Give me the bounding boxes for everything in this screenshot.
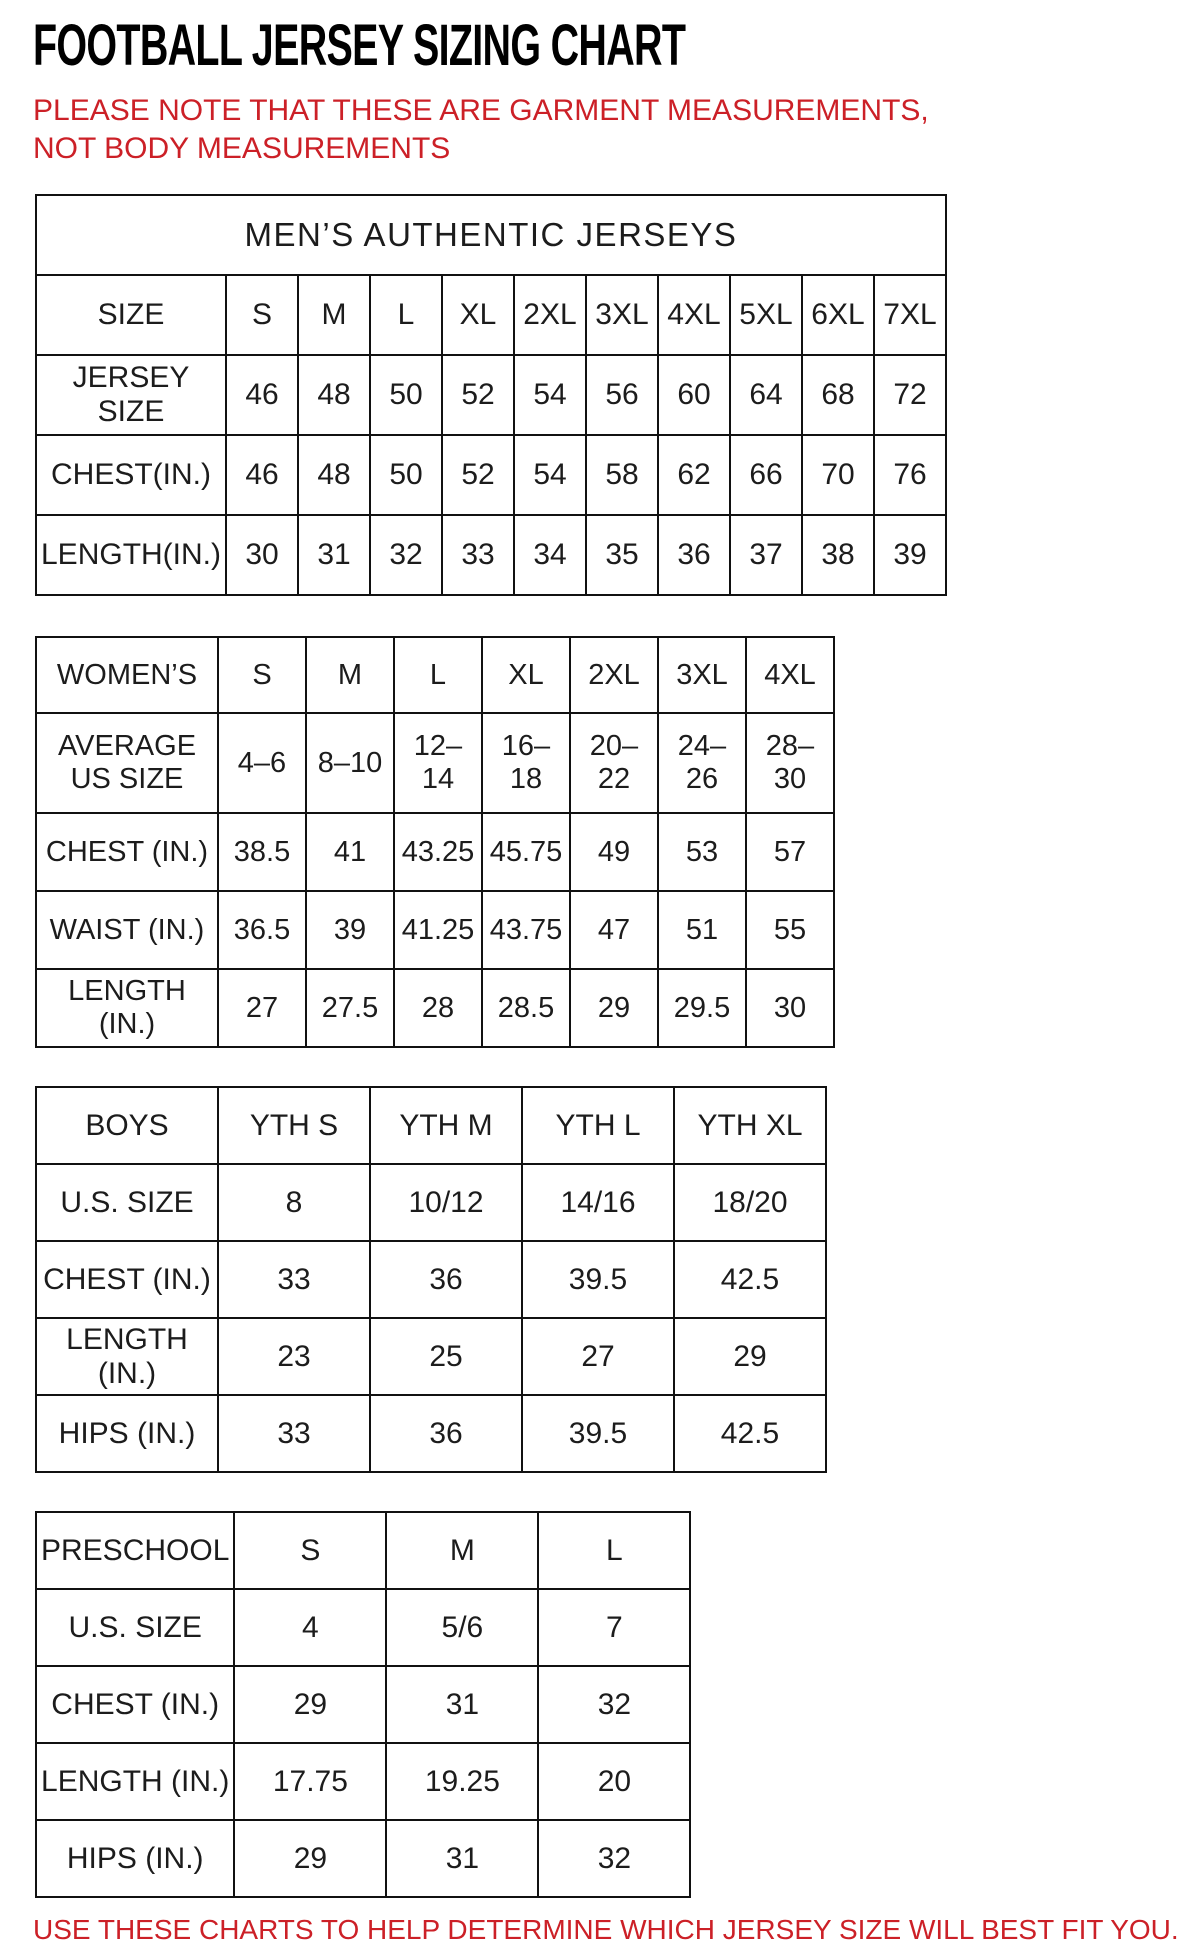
value-cell: 43.25 xyxy=(394,813,482,891)
row-label: LENGTH(IN.) xyxy=(36,515,226,595)
value-cell: 23 xyxy=(218,1318,370,1395)
value-cell: 50 xyxy=(370,435,442,515)
table-row xyxy=(36,713,834,813)
column-header-cell: S xyxy=(218,637,306,713)
column-header-cell: XL xyxy=(482,637,570,713)
value-cell: 32 xyxy=(538,1666,690,1743)
row-label: CHEST (IN.) xyxy=(36,1666,234,1743)
value-cell: 48 xyxy=(298,355,370,435)
value-cell: 12–14 xyxy=(394,713,482,813)
value-cell: 36.5 xyxy=(218,891,306,969)
size-cell: XL xyxy=(442,275,514,355)
row-label: WAIST (IN.) xyxy=(36,891,218,969)
womens-sizing-table xyxy=(35,636,835,1048)
preschool-sizing-table xyxy=(35,1511,691,1898)
value-cell: 18/20 xyxy=(674,1164,826,1241)
value-cell: 32 xyxy=(538,1820,690,1897)
value-cell: 48 xyxy=(298,435,370,515)
value-cell: 19.25 xyxy=(386,1743,538,1820)
table-row xyxy=(36,1164,826,1241)
value-cell: 20 xyxy=(538,1743,690,1820)
value-cell: 16–18 xyxy=(482,713,570,813)
table-row xyxy=(36,969,834,1047)
column-header-cell: YTH M xyxy=(370,1087,522,1164)
table-row xyxy=(36,813,834,891)
value-cell: 41.25 xyxy=(394,891,482,969)
value-cell: 33 xyxy=(218,1241,370,1318)
table-header-row xyxy=(36,1087,826,1164)
value-cell: 33 xyxy=(442,515,514,595)
value-cell: 43.75 xyxy=(482,891,570,969)
value-cell: 32 xyxy=(370,515,442,595)
value-cell: 30 xyxy=(746,969,834,1047)
row-label: U.S. SIZE xyxy=(36,1589,234,1666)
value-cell: 31 xyxy=(386,1666,538,1743)
value-cell: 36 xyxy=(370,1241,522,1318)
value-cell: 29 xyxy=(234,1666,386,1743)
value-cell: 33 xyxy=(218,1395,370,1472)
size-cell: M xyxy=(298,275,370,355)
value-cell: 66 xyxy=(730,435,802,515)
value-cell: 47 xyxy=(570,891,658,969)
value-cell: 42.5 xyxy=(674,1241,826,1318)
value-cell: 68 xyxy=(802,355,874,435)
value-cell: 29 xyxy=(674,1318,826,1395)
size-cell: S xyxy=(226,275,298,355)
column-header-cell: L xyxy=(538,1512,690,1589)
column-header-cell: M xyxy=(306,637,394,713)
column-header-cell: M xyxy=(386,1512,538,1589)
table-row xyxy=(36,435,946,515)
garment-measurement-note: PLEASE NOTE THAT THESE ARE GARMENT MEASUREMENTS, NOT BODY MEASUREMENTS xyxy=(33,94,929,165)
value-cell: 57 xyxy=(746,813,834,891)
value-cell: 52 xyxy=(442,355,514,435)
table-row xyxy=(36,1395,826,1472)
value-cell: 39.5 xyxy=(522,1241,674,1318)
value-cell: 54 xyxy=(514,355,586,435)
value-cell: 8–10 xyxy=(306,713,394,813)
column-header-cell: 2XL xyxy=(570,637,658,713)
value-cell: 58 xyxy=(586,435,658,515)
value-cell: 55 xyxy=(746,891,834,969)
column-header-cell: YTH L xyxy=(522,1087,674,1164)
size-cell: 5XL xyxy=(730,275,802,355)
table-title-cell: PRESCHOOL xyxy=(36,1512,234,1589)
value-cell: 70 xyxy=(802,435,874,515)
row-label: LENGTH (IN.) xyxy=(36,1318,218,1395)
row-label: CHEST (IN.) xyxy=(36,1241,218,1318)
value-cell: 54 xyxy=(514,435,586,515)
value-cell: 51 xyxy=(658,891,746,969)
value-cell: 27.5 xyxy=(306,969,394,1047)
size-cell: L xyxy=(370,275,442,355)
row-label: LENGTH (IN.) xyxy=(36,1743,234,1820)
column-header-cell: YTH S xyxy=(218,1087,370,1164)
table-row xyxy=(36,515,946,595)
fit-advice-note: USE THESE CHARTS TO HELP DETERMINE WHICH JERSEY SIZE WILL BEST FIT YOU. xyxy=(33,1914,1179,1945)
value-cell: 62 xyxy=(658,435,730,515)
value-cell: 53 xyxy=(658,813,746,891)
page-title: FOOTBALL JERSEY SIZING CHART xyxy=(33,13,686,78)
table-row xyxy=(36,1318,826,1395)
value-cell: 41 xyxy=(306,813,394,891)
size-cell: 6XL xyxy=(802,275,874,355)
column-header-cell: 4XL xyxy=(746,637,834,713)
size-cell: 7XL xyxy=(874,275,946,355)
value-cell: 29 xyxy=(234,1820,386,1897)
table-row xyxy=(36,195,946,275)
row-label: SIZE xyxy=(36,275,226,355)
value-cell: 31 xyxy=(386,1820,538,1897)
value-cell: 25 xyxy=(370,1318,522,1395)
value-cell: 49 xyxy=(570,813,658,891)
row-label: AVERAGE US SIZE xyxy=(36,713,218,813)
table-title-cell: BOYS xyxy=(36,1087,218,1164)
column-header-cell: YTH XL xyxy=(674,1087,826,1164)
table-row xyxy=(36,1589,690,1666)
table-row xyxy=(36,1241,826,1318)
value-cell: 34 xyxy=(514,515,586,595)
row-label: U.S. SIZE xyxy=(36,1164,218,1241)
row-label: CHEST (IN.) xyxy=(36,813,218,891)
table-row xyxy=(36,1743,690,1820)
value-cell: 4 xyxy=(234,1589,386,1666)
value-cell: 30 xyxy=(226,515,298,595)
value-cell: 39 xyxy=(306,891,394,969)
value-cell: 5/6 xyxy=(386,1589,538,1666)
value-cell: 27 xyxy=(522,1318,674,1395)
value-cell: 10/12 xyxy=(370,1164,522,1241)
mens-table-title: MEN’S AUTHENTIC JERSEYS xyxy=(36,195,946,275)
value-cell: 39 xyxy=(874,515,946,595)
value-cell: 7 xyxy=(538,1589,690,1666)
size-cell: 4XL xyxy=(658,275,730,355)
value-cell: 50 xyxy=(370,355,442,435)
value-cell: 38 xyxy=(802,515,874,595)
table-row xyxy=(36,1666,690,1743)
size-cell: 3XL xyxy=(586,275,658,355)
row-label: CHEST(IN.) xyxy=(36,435,226,515)
value-cell: 37 xyxy=(730,515,802,595)
row-label: LENGTH (IN.) xyxy=(36,969,218,1047)
value-cell: 14/16 xyxy=(522,1164,674,1241)
value-cell: 8 xyxy=(218,1164,370,1241)
value-cell: 17.75 xyxy=(234,1743,386,1820)
table-title-cell: WOMEN’S xyxy=(36,637,218,713)
value-cell: 4–6 xyxy=(218,713,306,813)
table-row xyxy=(36,355,946,435)
value-cell: 52 xyxy=(442,435,514,515)
value-cell: 24–26 xyxy=(658,713,746,813)
value-cell: 29 xyxy=(570,969,658,1047)
boys-sizing-table xyxy=(35,1086,827,1473)
value-cell: 28–30 xyxy=(746,713,834,813)
value-cell: 46 xyxy=(226,435,298,515)
value-cell: 76 xyxy=(874,435,946,515)
value-cell: 39.5 xyxy=(522,1395,674,1472)
value-cell: 29.5 xyxy=(658,969,746,1047)
value-cell: 28 xyxy=(394,969,482,1047)
value-cell: 35 xyxy=(586,515,658,595)
value-cell: 46 xyxy=(226,355,298,435)
value-cell: 56 xyxy=(586,355,658,435)
value-cell: 36 xyxy=(370,1395,522,1472)
table-row xyxy=(36,1820,690,1897)
value-cell: 27 xyxy=(218,969,306,1047)
mens-sizing-table xyxy=(35,194,947,596)
value-cell: 64 xyxy=(730,355,802,435)
column-header-cell: L xyxy=(394,637,482,713)
row-label: HIPS (IN.) xyxy=(36,1820,234,1897)
row-label: HIPS (IN.) xyxy=(36,1395,218,1472)
table-row xyxy=(36,275,946,355)
table-header-row xyxy=(36,637,834,713)
value-cell: 31 xyxy=(298,515,370,595)
value-cell: 42.5 xyxy=(674,1395,826,1472)
row-label: JERSEY SIZE xyxy=(36,355,226,435)
value-cell: 38.5 xyxy=(218,813,306,891)
table-row xyxy=(36,891,834,969)
value-cell: 45.75 xyxy=(482,813,570,891)
value-cell: 60 xyxy=(658,355,730,435)
value-cell: 36 xyxy=(658,515,730,595)
column-header-cell: S xyxy=(234,1512,386,1589)
value-cell: 72 xyxy=(874,355,946,435)
column-header-cell: 3XL xyxy=(658,637,746,713)
table-header-row xyxy=(36,1512,690,1589)
size-cell: 2XL xyxy=(514,275,586,355)
value-cell: 20–22 xyxy=(570,713,658,813)
value-cell: 28.5 xyxy=(482,969,570,1047)
